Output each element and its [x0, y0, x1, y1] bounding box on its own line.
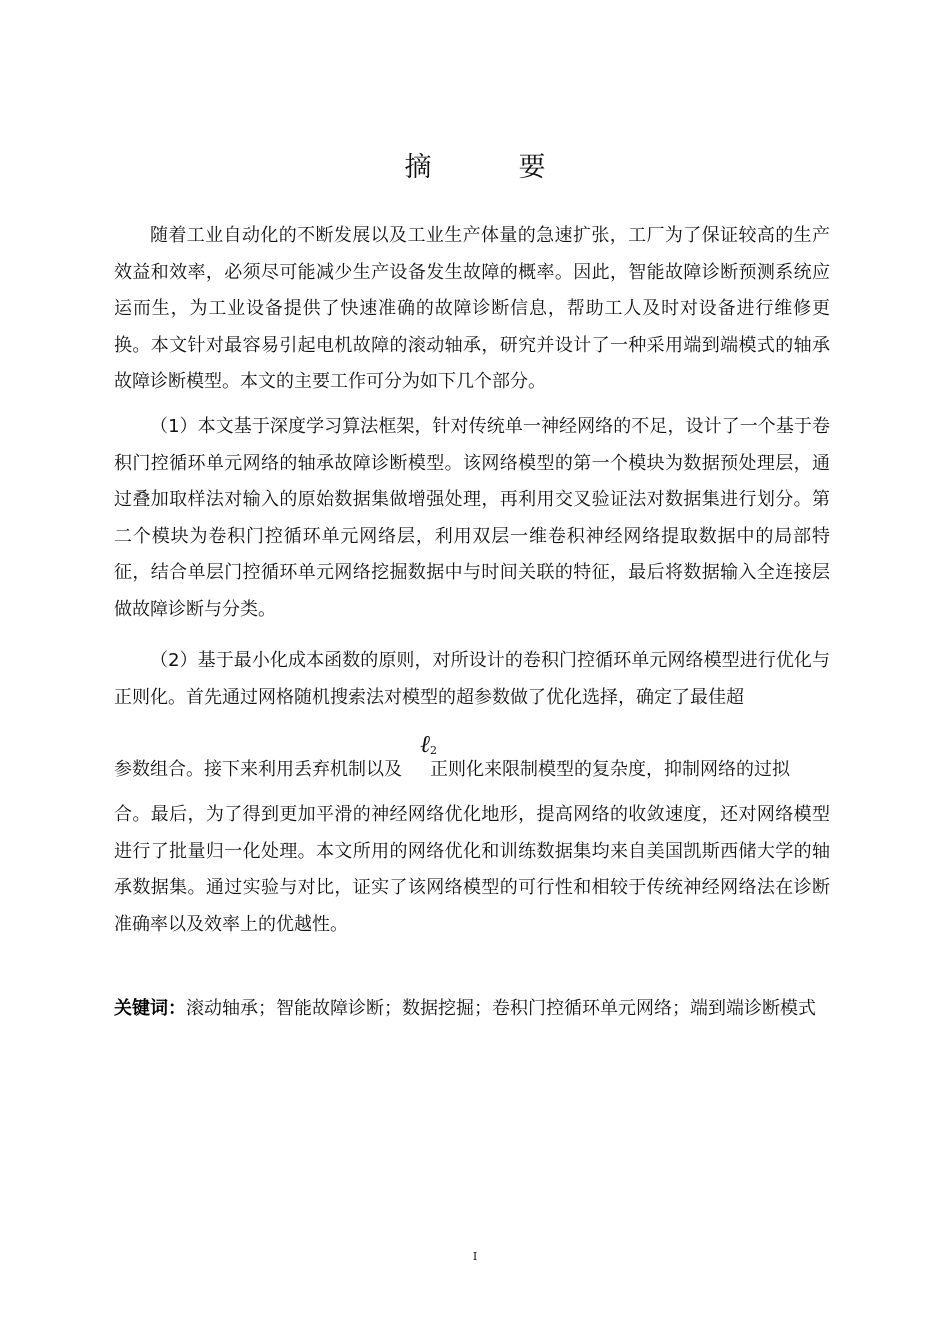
abstract-paragraph-3-part-1: （2）基于最小化成本函数的原则，对所设计的卷积门控循环单元网络模型进行优化与正则化。首先通过网格随机搜索法对模型的超参数做了优化选择，确定了最佳超	[114, 650, 830, 708]
l2-symbol: ℓ	[420, 730, 430, 758]
math-line-before: 参数组合。接下来利用丢弃机制以及	[114, 759, 402, 780]
l2-norm-symbol	[420, 730, 437, 765]
math-line-after: 正则化来限制模型的复杂度，抑制网络的过拟	[430, 759, 790, 780]
page-number: I	[472, 1250, 478, 1263]
l2-subscript: 2	[430, 744, 437, 757]
page-title: 摘 要	[404, 152, 576, 183]
keywords-label: 关键词：	[114, 998, 186, 1019]
abstract-paragraph-2: （1）本文基于深度学习算法框架，针对传统单一神经网络的不足，设计了一个基于卷积门控循环单元网络的轴承故障诊断模型。该网络模型的第一个模块为数据预处理层，通过叠加取样法对输入的原始数据集做增强处理，再利用交叉验证法对数据集进行划分。第二个模块为卷积门控循环单元网络层，利用双层一维卷积神经网络提取数据中的局部特征，结合单层门控循环单元网络挖掘数据中与时间关联的特征，最后将数据输入全连接层做故障诊断与分类。	[114, 416, 830, 620]
abstract-paragraph-3-part-3: 合。最后，为了得到更加平滑的神经网络优化地形，提高网络的收敛速度，还对网络模型进行了批量归一化处理。本文所用的网络优化和训练数据集均来自美国凯斯西储大学的轴承数据集。通过实验与对比，证实了该网络模型的可行性和相较于传统神经网络法在诊断准确率以及效率上的优越性。	[114, 804, 830, 935]
keywords-block	[114, 991, 830, 1027]
keywords-text: 滚动轴承；智能故障诊断；数据挖掘；卷积门控循环单元网络；端到端诊断模式	[186, 998, 816, 1019]
abstract-paragraph-3-math-line	[114, 752, 830, 789]
abstract-paragraph-1: 随着工业自动化的不断发展以及工业生产体量的急速扩张，工厂为了保证较高的生产效益和效率，必须尽可能减少生产设备发生故障的概率。因此，智能故障诊断预测系统应运而生，为工业设备提供了快速准确的故障诊断信息，帮助工人及时对设备进行维修更换。本文针对最容易引起电机故障的滚动轴承，研究并设计了一种采用端到端模式的轴承故障诊断模型。本文的主要工作可分为如下几个部分。	[114, 225, 830, 392]
